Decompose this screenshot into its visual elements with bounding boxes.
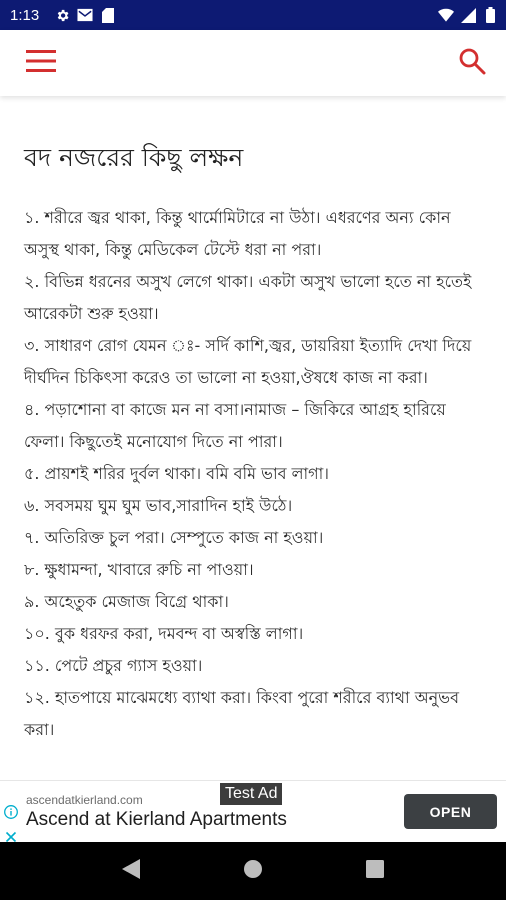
status-bar-right bbox=[438, 7, 498, 23]
list-item: ৬. সবসময় ঘুম ঘুম ভাব,সারাদিন হাই উঠে। bbox=[24, 496, 293, 515]
list-item: ৭. অতিরিক্ত চুল পরা। সেম্পুতে কাজ না হওয়া। bbox=[24, 528, 324, 547]
back-button[interactable] bbox=[111, 851, 151, 891]
hamburger-menu-icon bbox=[26, 50, 56, 76]
list-item: ৫. প্রায়শই শরির দুর্বল থাকা। বমি বমি ভাব লাগা। bbox=[24, 464, 329, 483]
article-body bbox=[24, 202, 482, 746]
ad-domain: ascendatkierland.com bbox=[26, 793, 143, 807]
list-item: ৯. অহেতুক মেজাজ বিগ্রে থাকা। bbox=[24, 592, 229, 611]
list-item: ১১. পেটে প্রচুর গ্যাস হওয়া। bbox=[24, 656, 203, 675]
search-icon bbox=[458, 47, 486, 79]
wifi-icon bbox=[438, 7, 454, 23]
status-bar-left bbox=[10, 7, 116, 24]
signal-icon bbox=[460, 7, 476, 23]
ad-open-button[interactable]: OPEN bbox=[404, 794, 497, 829]
list-item: ৮. ক্ষুধামন্দা, খাবারে রুচি না পাওয়া। bbox=[24, 560, 254, 579]
status-bar bbox=[0, 0, 506, 30]
battery-icon bbox=[482, 7, 498, 23]
article-content[interactable] bbox=[0, 96, 506, 780]
list-item: ৪. পড়াশোনা বা কাজে মন না বসা।নামাজ – জিকিরে আগ্রহ হারিয়ে ফেলা। কিছুতেই মনোযোগ দিতে না পারা। bbox=[24, 400, 446, 451]
article-title: বদ নজরের কিছু লক্ষন bbox=[24, 143, 244, 172]
list-item: ১. শরীরে জ্বর থাকা, কিন্তু থার্মোমিটারে না উঠা। এধরণের অন্য কোন অসুস্থ থাকা, কিন্তু মেডিকেল টেস্টে ধরা না পরা। bbox=[24, 208, 451, 259]
gear-icon bbox=[54, 7, 70, 23]
recents-icon bbox=[366, 860, 384, 882]
list-item: ১০. বুক ধরফর করা, দমবন্দ বা অস্বস্তি লাগা। bbox=[24, 624, 304, 643]
home-icon bbox=[243, 859, 263, 883]
home-button[interactable] bbox=[233, 851, 273, 891]
ad-label: Test Ad bbox=[220, 783, 282, 805]
list-item: ১২. হাতপায়ে মাঝেমধ্যে ব্যাথা করা। কিংবা পুরো শরীরে ব্যাথা অনুভব করা। bbox=[24, 688, 460, 739]
search-button[interactable] bbox=[458, 47, 486, 79]
sd-card-icon bbox=[100, 7, 116, 23]
ad-title[interactable]: Ascend at Kierland Apartments bbox=[26, 809, 287, 830]
status-time: 1:13 bbox=[10, 6, 40, 24]
ad-banner[interactable] bbox=[0, 780, 506, 843]
app-bar bbox=[0, 30, 506, 96]
list-item: ২. বিভিন্ন ধরনের অসুখ লেগে থাকা। একটা অসুখ ভালো হতে না হতেই আরেকটা শুরু হওয়া। bbox=[24, 272, 472, 323]
back-icon bbox=[122, 859, 140, 883]
recents-button[interactable] bbox=[355, 851, 395, 891]
mail-icon bbox=[77, 7, 93, 23]
ad-info-icon[interactable] bbox=[4, 805, 18, 824]
list-item: ৩. সাধারণ রোগ যেমন ঃ- সর্দি কাশি,জ্বর, ডায়রিয়া ইত্যাদি দেখা দিয়ে দীর্ঘদিন চিকিৎসা করেও তা ভালো না হওয়া,ঔষধে কাজ না করা। bbox=[24, 336, 472, 387]
navigation-bar bbox=[0, 842, 506, 900]
menu-button[interactable] bbox=[26, 50, 56, 76]
